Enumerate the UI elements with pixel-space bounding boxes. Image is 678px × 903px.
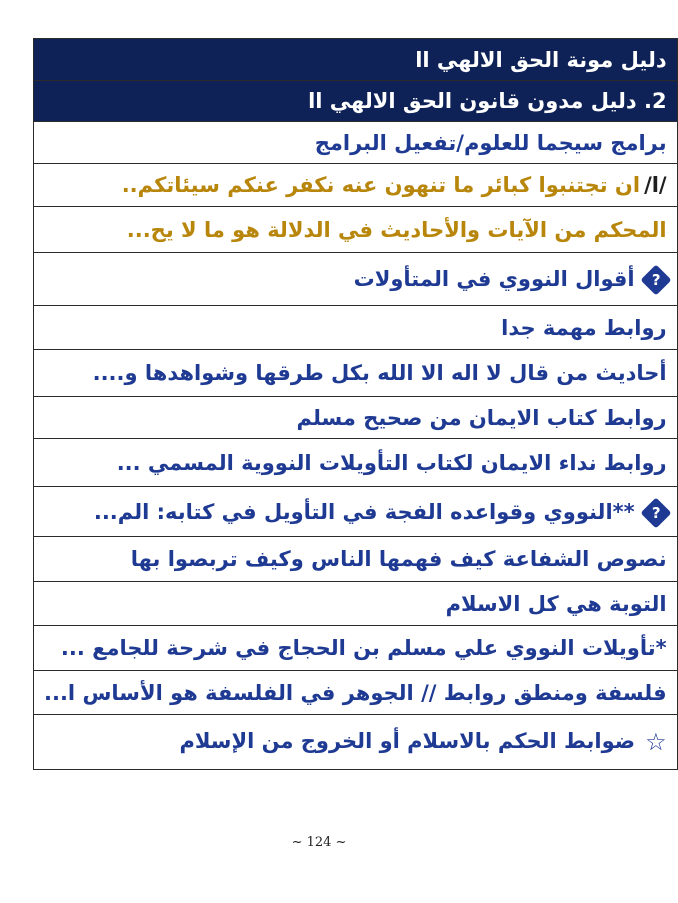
- toc-cell: [34, 306, 678, 350]
- diamond-question-icon: ?: [640, 497, 671, 528]
- link-text[interactable]: فلسفة ومنطق روابط // الجوهر في الفلسفة هو الأساس ا...: [44, 680, 667, 705]
- toc-cell: [34, 350, 678, 397]
- toc-row[interactable]: [34, 306, 678, 350]
- toc-row: [34, 81, 678, 122]
- toc-row[interactable]: [34, 626, 678, 671]
- link-text[interactable]: المحكم من الآيات والأحاديث في الدلالة هو ما لا يح...: [126, 217, 667, 242]
- toc-row[interactable]: [34, 537, 678, 582]
- toc-cell: [34, 397, 678, 439]
- toc-row[interactable]: [34, 715, 678, 770]
- toc-cell: [34, 715, 678, 770]
- link-text[interactable]: برامج سيجما للعلوم/تفعيل البرامج: [314, 130, 667, 155]
- star-icon: ☆: [645, 728, 667, 756]
- diamond-question-icon: ?: [640, 264, 671, 295]
- link-text[interactable]: نصوص الشفاعة كيف فهمها الناس وكيف تربصوا بها: [130, 547, 667, 571]
- page-number: ~ 124 ~: [291, 835, 347, 850]
- toc-row[interactable]: [34, 439, 678, 487]
- row-prefix: /ا/: [644, 173, 667, 197]
- toc-cell: [34, 164, 678, 207]
- section-title: 2. دليل مدون قانون الحق الالهي اا: [308, 89, 667, 113]
- toc-row[interactable]: [34, 582, 678, 626]
- toc-cell: [34, 487, 678, 537]
- link-text[interactable]: روابط كتاب الايمان من صحيح مسلم: [296, 405, 667, 430]
- toc-row[interactable]: [34, 397, 678, 439]
- toc-cell: [34, 253, 678, 306]
- link-text[interactable]: روابط مهمة جدا: [501, 315, 667, 340]
- link-text[interactable]: التوبة هي كل الاسلام: [445, 591, 667, 616]
- toc-row[interactable]: [34, 671, 678, 715]
- toc-row[interactable]: [34, 350, 678, 397]
- link-text[interactable]: ان تجتنبوا كبائر ما تنهون عنه نكفر عنكم سيئاتكم..: [121, 173, 641, 197]
- toc-cell: [34, 582, 678, 626]
- link-text[interactable]: *تأويلات النووي علي مسلم بن الحجاج في شرحة للجامع ...: [60, 636, 667, 660]
- links-table: [33, 38, 678, 770]
- toc-row[interactable]: [34, 253, 678, 306]
- toc-row[interactable]: [34, 164, 678, 207]
- link-text[interactable]: أقوال النووي في المتأولات: [353, 267, 635, 291]
- toc-cell: [34, 207, 678, 253]
- link-text[interactable]: أحاديث من قال لا اله الا الله بكل طرقها وشواهدها و....: [92, 361, 667, 385]
- link-text[interactable]: روابط نداء الايمان لكتاب التأويلات النووية المسمي ...: [116, 450, 667, 475]
- link-text[interactable]: **النووي وقواعده الفجة في التأويل في كتابه: الم...: [93, 499, 635, 524]
- section-title: دليل مونة الحق الالهي اا: [415, 47, 667, 72]
- toc-cell: [34, 439, 678, 487]
- toc-row: [34, 39, 678, 81]
- toc-cell: [34, 122, 678, 164]
- toc-row[interactable]: [34, 487, 678, 537]
- toc-row[interactable]: [34, 207, 678, 253]
- toc-cell: [34, 39, 678, 81]
- toc-cell: [34, 537, 678, 582]
- toc-cell: [34, 626, 678, 671]
- toc-cell: [34, 671, 678, 715]
- link-text[interactable]: ضوابط الحكم بالاسلام أو الخروج من الإسلام: [179, 729, 636, 753]
- toc-cell: [34, 81, 678, 122]
- toc-row[interactable]: [34, 122, 678, 164]
